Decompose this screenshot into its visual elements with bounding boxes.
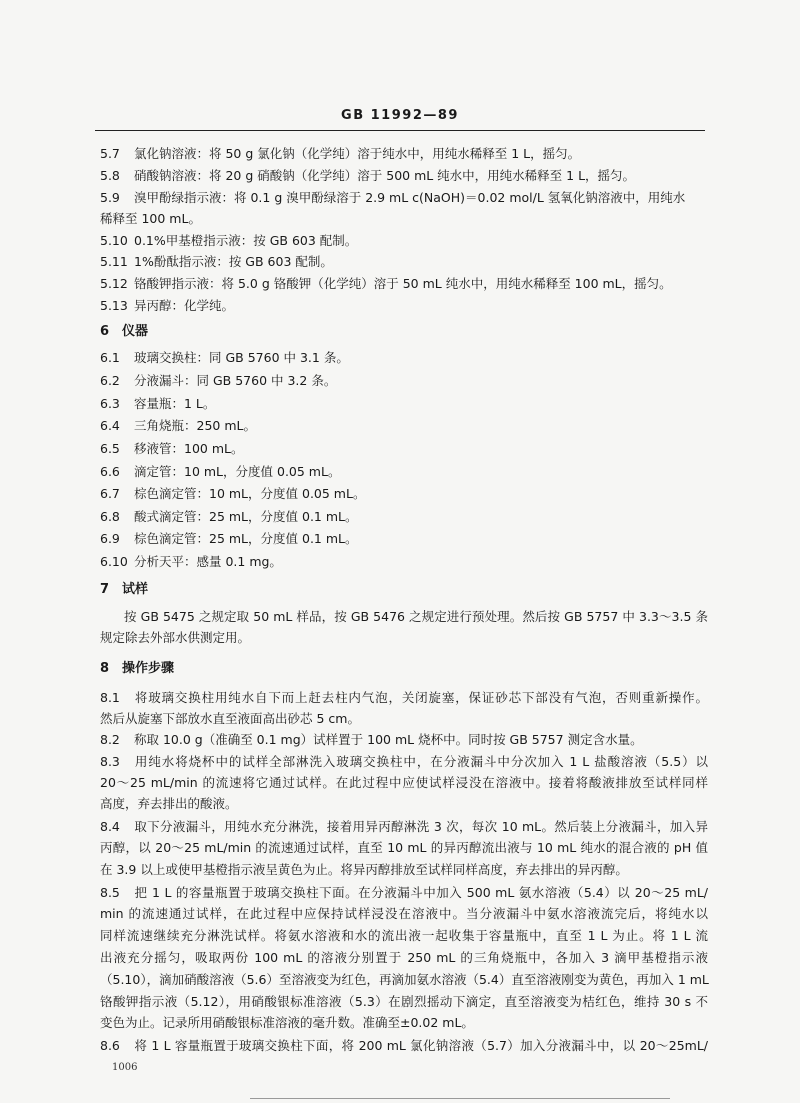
step-8-2-line-1: 8.2 称取 10.0 g（准确至 0.1 mg）试样置于 100 mL 烧杯中。同时按 GB 5757 测定含水量。 [100,732,643,747]
step-8-5-line-3: 同样流速继续充分淋洗试样。将氨水溶液和水的流出液一起收集于容量瓶中，直至 1 L 为止。将 1 L 流 [100,928,708,943]
step-8-3-line-1: 8.3 用纯水将烧杯中的试样全部淋洗入玻璃交换柱中，在分液漏斗中分次加入 1 L 盐酸溶液（5.5）以 [100,754,708,769]
sample-para-line-2: 规定除去外部水供测定用。 [100,630,251,645]
standard-code-header: GB 11992—89 [341,108,459,123]
header-rule [95,130,705,131]
step-8-5-line-4: 出液充分摇匀，吸取两份 100 mL 的溶液分别置于 250 mL 的三角烧瓶中，各加入 3 滴甲基橙指示液 [100,950,708,965]
step-8-1-line-2: 然后从旋塞下部放水直至液面高出砂芯 5 cm。 [100,711,360,726]
step-8-3-line-2: 20～25 mL/min 的流速将它通过试样。在此过程中应使试样浸没在溶液中。接着将酸液排放至试样同样 [100,775,708,790]
apparatus-6-7: 6.7 棕色滴定管：10 mL，分度值 0.05 mL。 [100,486,366,501]
step-8-5-line-5: （5.10），滴加硝酸溶液（5.6）至溶液变为红色，再滴加氨水溶液（5.4）直至溶液刚变为黄色，再加入 1 mL [100,972,709,987]
apparatus-6-10: 6.10 分析天平：感量 0.1 mg。 [100,554,282,569]
section-8-heading: 8 操作步骤 [100,661,175,676]
step-8-5-line-1: 8.5 把 1 L 的容量瓶置于玻璃交换柱下面。在分液漏斗中加入 500 mL 氨水溶液（5.4）以 20～25 mL/ [100,885,708,900]
section-7-heading: 7 试样 [100,582,149,597]
reagent-5-12: 5.12 铬酸钾指示液：将 5.0 g 铬酸钾（化学纯）溶于 50 mL 纯水中，用纯水稀释至 100 mL，摇匀。 [100,276,672,291]
step-8-5-line-7: 变色为止。记录所用硝酸银标准溶液的毫升数。准确至±0.02 mL。 [100,1015,474,1030]
apparatus-6-3: 6.3 容量瓶：1 L。 [100,396,216,411]
section-6-heading: 6 仪器 [100,324,149,339]
reagent-5-8: 5.8 硝酸钠溶液：将 20 g 硝酸钠（化学纯）溶于 500 mL 纯水中，用纯水稀释至 1 L，摇匀。 [100,168,636,183]
step-8-4-line-1: 8.4 取下分液漏斗，用纯水充分淋洗，接着用异丙醇淋洗 3 次，每次 10 mL。然后装上分液漏斗，加入异 [100,819,708,834]
apparatus-6-4: 6.4 三角烧瓶：250 mL。 [100,418,256,433]
step-8-5-line-2: min 的流速通过试样，在此过程中应保持试样浸没在溶液中。当分液漏斗中氨水溶液流完后，将纯水以 [100,906,708,921]
apparatus-6-2: 6.2 分液漏斗：同 GB 5760 中 3.2 条。 [100,373,337,388]
reagent-5-7: 5.7 氯化钠溶液：将 50 g 氯化钠（化学纯）溶于纯水中，用纯水稀释至 1 L，摇匀。 [100,146,581,161]
apparatus-6-9: 6.9 棕色滴定管：25 mL，分度值 0.1 mL。 [100,531,358,546]
reagent-5-10: 5.10 0.1%甲基橙指示液：按 GB 603 配制。 [100,233,358,248]
reagent-5-11: 5.11 1%酚酞指示液：按 GB 603 配制。 [100,254,333,269]
step-8-6-line-1: 8.6 将 1 L 容量瓶置于玻璃交换柱下面，将 200 mL 氯化钠溶液（5.7）加入分液漏斗中，以 20～25mL/ [100,1038,708,1053]
step-8-3-line-3: 高度，弃去排出的酸液。 [100,796,238,811]
reagent-5-13: 5.13 异丙醇：化学纯。 [100,298,235,313]
bottom-scan-edge [250,1098,670,1099]
sample-para-line-1: 按 GB 5475 之规定取 50 mL 样品，按 GB 5476 之规定进行预处理。然后按 GB 5757 中 3.3～3.5 条 [124,609,708,624]
step-8-4-line-3: 在 3.9 以上或使甲基橙指示液呈黄色为止。将异丙醇排放至试样同样高度，弃去排出的异丙醇。 [100,862,628,877]
page-number: 1006 [112,1062,138,1073]
step-8-4-line-2: 丙醇，以 20～25 mL/min 的流速通过试样，直至 10 mL 的异丙醇流出液与 10 mL 纯水的混合液的 pH 值 [100,840,708,855]
reagent-5-9: 5.9 溴甲酚绿指示液：将 0.1 g 溴甲酚绿溶于 2.9 mL c(NaOH)＝0.02 mol/L 氢氧化钠溶液中，用纯水 [100,190,686,205]
apparatus-6-5: 6.5 移液管：100 mL。 [100,441,244,456]
step-8-5-line-6: 铬酸钾指示液（5.12），用硝酸银标准溶液（5.3）在剧烈摇动下滴定，直至溶液变为桔红色，维持 30 s 不 [100,994,708,1009]
apparatus-6-6: 6.6 滴定管：10 mL，分度值 0.05 mL。 [100,464,341,479]
step-8-1-line-1: 8.1 将玻璃交换柱用纯水自下而上赶去柱内气泡，关闭旋塞，保证砂芯下部没有气泡，否则重新操作。 [100,690,708,705]
apparatus-6-8: 6.8 酸式滴定管：25 mL，分度值 0.1 mL。 [100,509,358,524]
apparatus-6-1: 6.1 玻璃交换柱：同 GB 5760 中 3.1 条。 [100,350,349,365]
reagent-5-9-continued: 稀释至 100 mL。 [100,211,201,226]
